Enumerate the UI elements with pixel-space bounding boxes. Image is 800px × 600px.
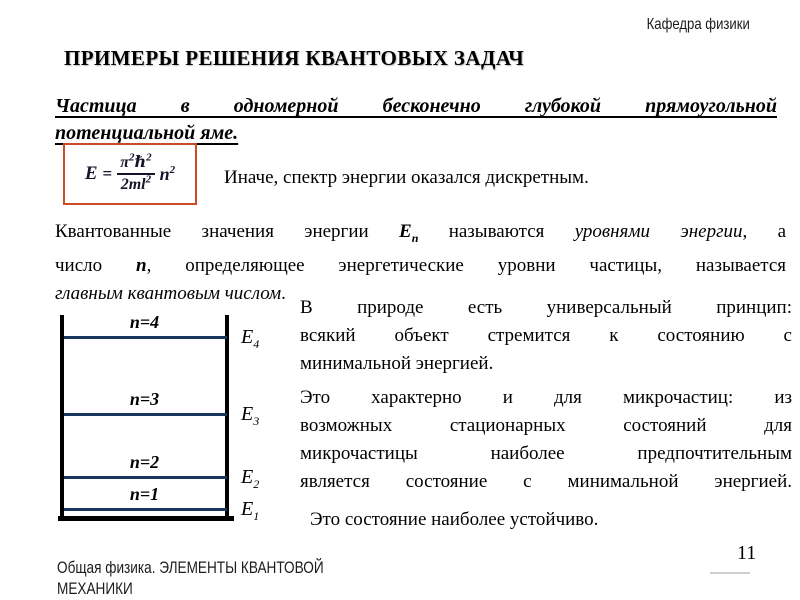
- energy-level-line-2: [64, 476, 227, 479]
- principle-paragraph: [300, 294, 792, 378]
- well-right-wall: [225, 315, 229, 521]
- page-number-underline: [710, 572, 750, 574]
- microparticles-line2: возможных стационарных состояний для: [300, 415, 792, 436]
- section-heading: [55, 93, 777, 147]
- course-footer: Общая физика. ЭЛЕМЕНТЫ КВАНТОВОЙ МЕХАНИКИ: [57, 558, 324, 598]
- department-label: Кафедра физики: [646, 16, 750, 33]
- potential-well-diagram: [55, 308, 325, 533]
- formula-numerator: $\pi^2\hbar^2$: [117, 154, 154, 175]
- energy-label-2: $E_2$: [241, 466, 260, 491]
- formula-denominator: $2ml^2$: [120, 173, 152, 193]
- page-number: 11: [737, 542, 757, 564]
- formula-lhs: E: [84, 163, 98, 184]
- stability-note: Это состояние наиболее устойчиво.: [310, 509, 599, 530]
- principle-line1: В природе есть универсальный принцип:: [300, 297, 792, 318]
- quantum-number-label-1: n=1: [129, 484, 160, 504]
- section-heading-line2: потенциальной яме.: [55, 122, 239, 144]
- energy-label-4: $E_4$: [241, 326, 260, 351]
- energy-formula: [63, 143, 197, 205]
- microparticles-paragraph: [300, 384, 792, 496]
- formula-equals: =: [102, 164, 113, 183]
- energy-level-line-4: [64, 336, 227, 339]
- formula-caption: Иначе, спектр энергии оказался дискретным.: [224, 167, 589, 188]
- energy-level-line-3: [64, 413, 227, 416]
- energy-label-3: $E_3$: [241, 403, 260, 428]
- quantum-number-label-4: n=4: [129, 312, 160, 332]
- microparticles-line3: микрочастицы наиболее предпочтительным: [300, 443, 792, 464]
- section-heading-line1: Частица в одномерной бесконечно глубокой прямоугольной: [55, 95, 777, 117]
- formula-fraction: [117, 154, 154, 193]
- energy-label-1: $E_1$: [241, 498, 260, 523]
- microparticles-line1: Это характерно и для микрочастиц: из: [300, 387, 792, 408]
- well-bottom: [58, 516, 234, 521]
- quantum-number-label-2: n=2: [129, 452, 160, 472]
- energy-level-line-1: [64, 508, 227, 511]
- principle-line2: всякий объект стремится к состоянию с: [300, 325, 792, 346]
- main-paragraph-line1: Квантованные значения энергии $E_n$ называются уровнями энергии, а: [55, 221, 787, 245]
- slide-title: ПРИМЕРЫ РЕШЕНИЯ КВАНТОВЫХ ЗАДАЧ: [64, 46, 525, 70]
- main-paragraph-line2: число n, определяющее энергетические уровни частицы, называется: [55, 255, 787, 277]
- microparticles-line4: является состояние с минимальной энергией.: [300, 471, 792, 492]
- main-paragraph-line3: главным квантовым числом.: [55, 282, 286, 304]
- formula-factor: $n^2$: [159, 163, 176, 184]
- quantum-number-label-3: n=3: [129, 389, 160, 409]
- principle-line3: минимальной энергией.: [300, 353, 494, 374]
